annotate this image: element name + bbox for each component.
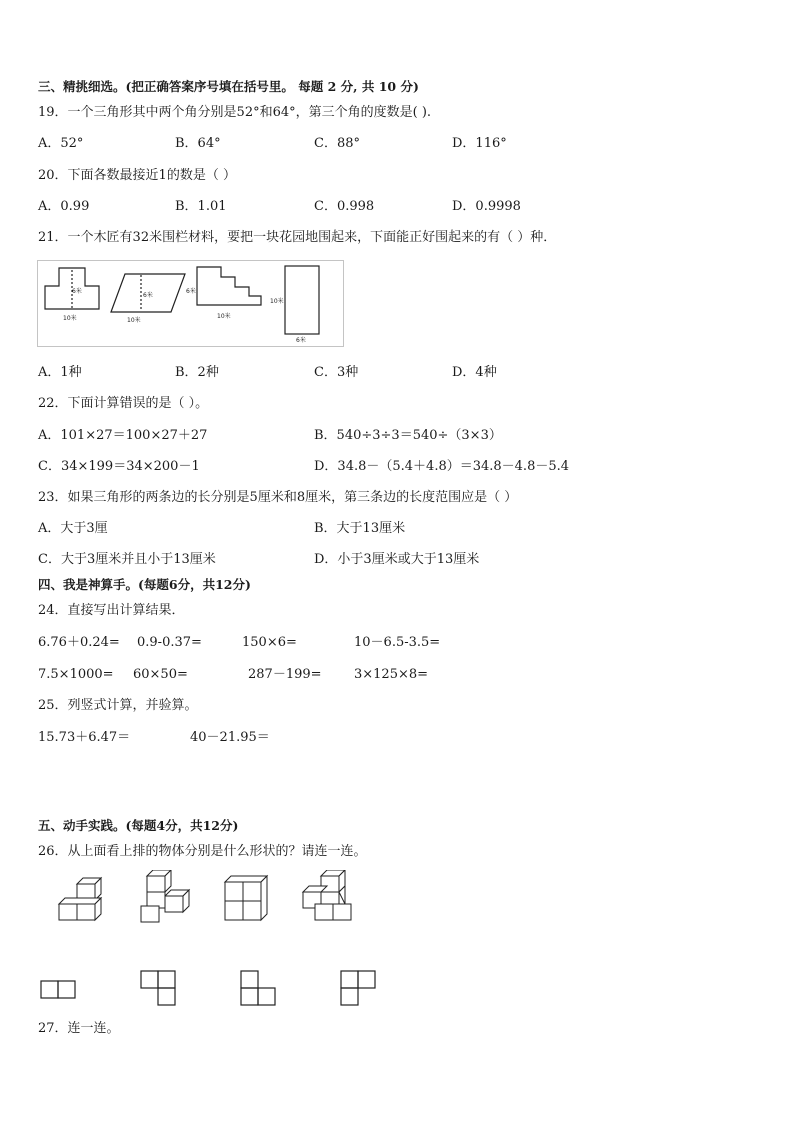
q19-option-b[interactable]: B．64° bbox=[175, 136, 221, 151]
q22-option-c[interactable]: C．34×199＝34×200－1 bbox=[38, 459, 200, 474]
q23-option-b[interactable]: B．大于13厘米 bbox=[314, 521, 406, 536]
q21-stem: 21．一个木匠有32米围栏材料，要把一块花园地围起来，下面能正好围起来的有（ ）种． bbox=[38, 230, 557, 245]
shape3-height-label: 6米 bbox=[186, 288, 196, 295]
q21-option-a[interactable]: A．1种 bbox=[38, 365, 82, 380]
top-view-1 bbox=[41, 981, 75, 998]
q20-option-c[interactable]: C．0.998 bbox=[314, 199, 375, 214]
solid-1-cubes bbox=[59, 878, 101, 920]
q20-option-d[interactable]: D．0.9998 bbox=[452, 199, 521, 214]
q23-stem: 23．如果三角形的两条边的长分别是5厘米和8厘米，第三条边的长度范围应是（ ） bbox=[38, 490, 518, 505]
q27-stem: 27．连一连。 bbox=[38, 1021, 120, 1036]
q21-option-b[interactable]: B．2种 bbox=[175, 365, 219, 380]
q21-shapes-figure bbox=[37, 260, 345, 348]
shape4-height-label: 10米 bbox=[270, 298, 284, 305]
q24-problem: 60×50= bbox=[133, 667, 188, 682]
q21-option-c[interactable]: C．3种 bbox=[314, 365, 359, 380]
q24-problem: 150×6= bbox=[242, 635, 297, 650]
q22-option-a[interactable]: A．101×27＝100×27＋27 bbox=[38, 428, 208, 443]
shape3-width-label: 10米 bbox=[217, 313, 231, 320]
q25-problem: 15.73＋6.47＝ bbox=[38, 730, 131, 745]
shape2-width-label: 10米 bbox=[127, 317, 141, 324]
section5-title: 五、动手实践。(每题4分，共12分) bbox=[38, 818, 239, 833]
q24-problem: 3×125×8= bbox=[354, 667, 429, 682]
section3-title: 三、精挑细选。(把正确答案序号填在括号里。 每题 2 分, 共 10 分) bbox=[38, 79, 419, 94]
q19-stem: 19．一个三角形其中两个角分别是52°和64°，第三个角的度数是( ). bbox=[38, 105, 432, 120]
q24-problem: 0.9-0.37= bbox=[137, 635, 202, 650]
solid-3-cubes bbox=[225, 876, 267, 920]
q19-option-d[interactable]: D．116° bbox=[452, 136, 507, 151]
q26-top-views-row bbox=[38, 965, 383, 1007]
shape1-height-label: 6米 bbox=[72, 288, 82, 295]
q25-stem: 25．列竖式计算，并验算。 bbox=[38, 698, 198, 713]
q24-stem: 24．直接写出计算结果． bbox=[38, 603, 185, 618]
shape2-height-label: 6米 bbox=[143, 292, 153, 299]
solid-4-cubes bbox=[303, 870, 351, 920]
q20-stem: 20．下面各数最接近1的数是（ ） bbox=[38, 168, 236, 183]
section4-title: 四、我是神算手。(每题6分，共12分) bbox=[38, 577, 251, 592]
q23-option-a[interactable]: A．大于3厘 bbox=[38, 521, 108, 536]
q21-option-d[interactable]: D．4种 bbox=[452, 365, 497, 380]
q24-problem: 287－199= bbox=[248, 667, 322, 682]
q26-stem: 26．从上面看上排的物体分别是什么形状的？请连一连。 bbox=[38, 844, 367, 859]
shape-staircase bbox=[197, 267, 261, 305]
q24-problem: 6.76＋0.24= bbox=[38, 635, 120, 650]
top-view-2 bbox=[141, 971, 175, 1005]
q19-option-c[interactable]: C．88° bbox=[314, 136, 360, 151]
q22-option-b[interactable]: B．540÷3÷3＝540÷（3×3） bbox=[314, 428, 502, 443]
q20-option-a[interactable]: A．0.99 bbox=[38, 199, 90, 214]
q23-option-d[interactable]: D．小于3厘米或大于13厘米 bbox=[314, 552, 480, 567]
solid-2-cubes bbox=[141, 870, 189, 922]
q25-problem: 40－21.95＝ bbox=[190, 730, 270, 745]
q24-problem: 10－6.5-3.5= bbox=[354, 635, 441, 650]
q20-option-b[interactable]: B．1.01 bbox=[175, 199, 227, 214]
q24-problem: 7.5×1000= bbox=[38, 667, 114, 682]
shape4-width-label: 6米 bbox=[296, 337, 306, 344]
top-view-3 bbox=[241, 971, 275, 1005]
shape-rectangle bbox=[285, 266, 319, 334]
q22-stem: 22．下面计算错误的是（ ）。 bbox=[38, 396, 209, 411]
q23-option-c[interactable]: C．大于3厘米并且小于13厘米 bbox=[38, 552, 216, 567]
top-view-4 bbox=[341, 971, 375, 1005]
q22-option-d[interactable]: D．34.8－（5.4＋4.8）＝34.8－4.8－5.4 bbox=[314, 459, 570, 474]
q19-option-a[interactable]: A．52° bbox=[38, 136, 84, 151]
shape1-width-label: 10米 bbox=[63, 315, 77, 322]
q26-solids-row bbox=[55, 870, 355, 926]
